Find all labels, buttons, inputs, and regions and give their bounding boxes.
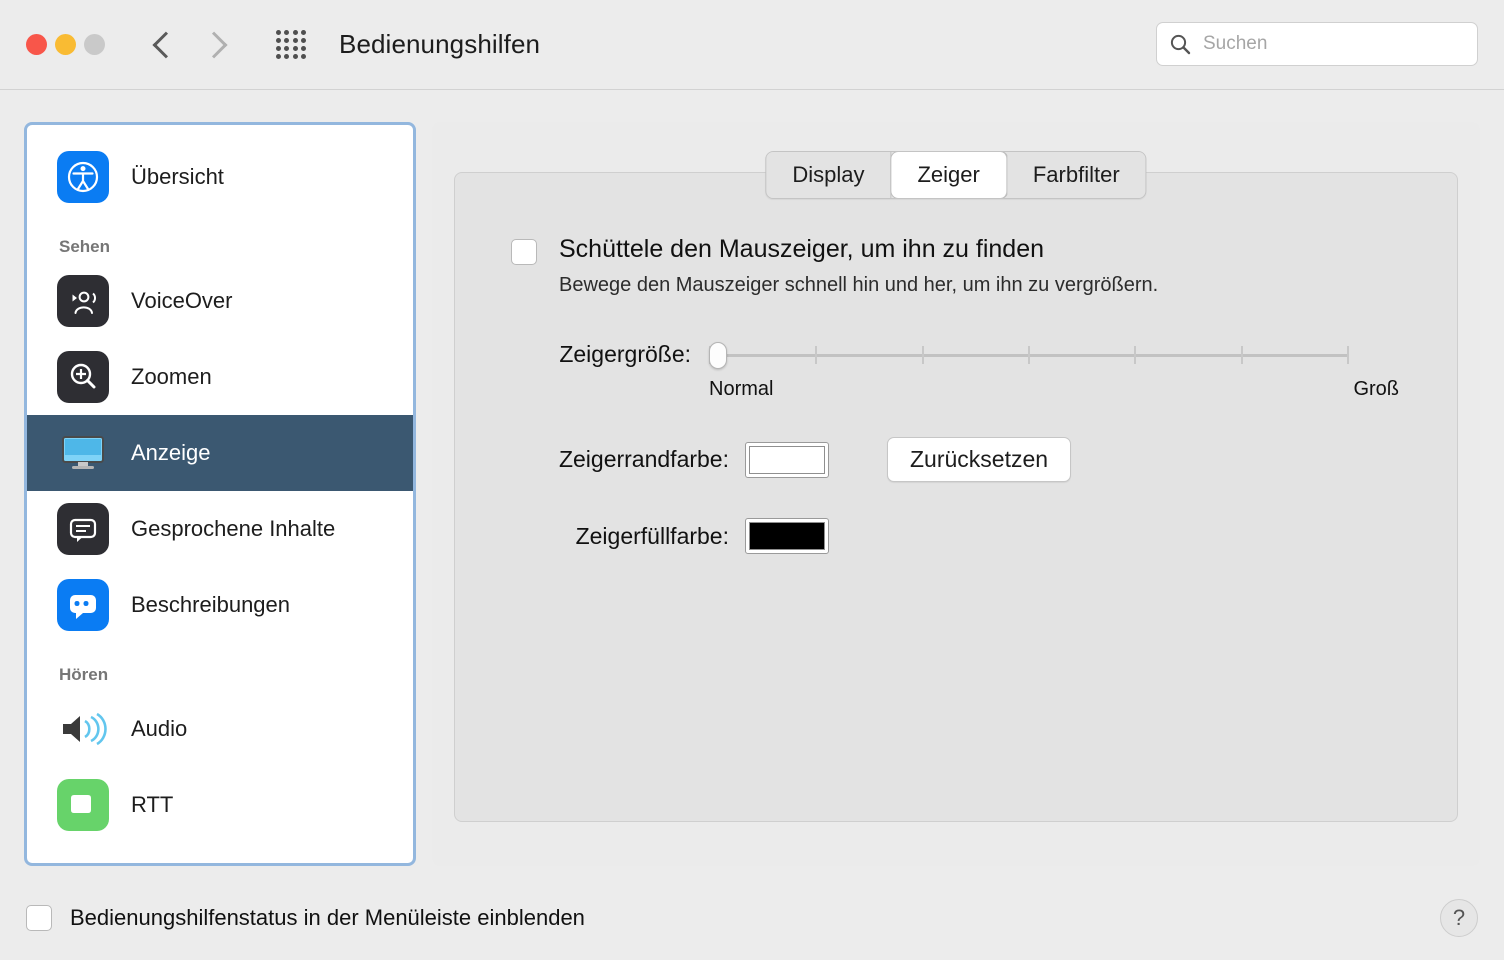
page-title: Bedienungshilfen (339, 29, 541, 59)
back-icon[interactable] (153, 28, 175, 62)
slider-min-label: Normal (709, 378, 774, 400)
descriptions-icon (57, 579, 109, 631)
sidebar-group-hoeren: Hören (59, 665, 109, 684)
sidebar-item-label: Anzeige (131, 440, 211, 465)
tab-farbfilter[interactable]: Farbfilter (1007, 152, 1146, 198)
navigation-arrows (153, 28, 227, 62)
sidebar-item-label: Beschreibungen (131, 592, 291, 617)
slider-knob[interactable] (709, 342, 727, 369)
sidebar-item-gesprochene-inhalte[interactable] (27, 491, 413, 567)
sidebar[interactable] (24, 122, 416, 866)
tab-zeiger[interactable]: Zeiger (891, 152, 1006, 198)
shake-pointer-checkbox[interactable] (511, 239, 537, 265)
pointer-size-row (511, 341, 1457, 368)
reset-button[interactable]: Zurücksetzen (887, 437, 1071, 482)
sidebar-item-label: Übersicht (131, 164, 224, 189)
sidebar-item-label: RTT (131, 792, 174, 817)
help-button[interactable]: ? (1440, 899, 1478, 937)
tab-bar[interactable] (765, 151, 1146, 199)
sidebar-item-zoomen[interactable] (27, 339, 413, 415)
slider-end-labels (709, 378, 1399, 401)
shake-pointer-description: Bewege den Mauszeiger schnell hin und her, um ihn zu vergrößern. (559, 274, 1159, 296)
close-button[interactable] (26, 34, 47, 55)
menubar-status-checkbox[interactable] (26, 905, 52, 931)
minimize-button[interactable] (55, 34, 76, 55)
menubar-status-label: Bedienungshilfenstatus in der Menüleiste einblenden (70, 905, 585, 930)
sidebar-item-voiceover[interactable] (27, 263, 413, 339)
sidebar-item-rtt[interactable] (27, 767, 413, 843)
sidebar-item-label: Audio (131, 716, 188, 741)
pointer-size-label: Zeigergröße: (559, 341, 691, 367)
tab-display[interactable]: Display (766, 152, 891, 198)
audio-icon (57, 703, 109, 755)
footer-bar (0, 876, 1504, 960)
search-icon (1169, 33, 1191, 55)
spoken-content-icon (57, 503, 109, 555)
outline-color-label: Zeigerrandfarbe: (558, 446, 729, 472)
fill-color-label: Zeigerfüllfarbe: (575, 522, 729, 549)
outline-color-swatch[interactable] (745, 442, 829, 478)
search-input[interactable] (1203, 33, 1465, 55)
sidebar-item-audio[interactable] (27, 691, 413, 767)
outline-color-row (511, 437, 1457, 482)
shake-pointer-row (511, 235, 1457, 297)
title-bar (0, 0, 1504, 90)
pointer-settings-panel (454, 162, 1458, 822)
sidebar-group-sehen: Sehen (59, 237, 111, 256)
sidebar-item-beschreibungen[interactable] (27, 567, 413, 643)
sidebar-item-anzeige[interactable] (27, 415, 413, 491)
slider-max-label: Groß (1353, 378, 1399, 400)
pointer-size-slider[interactable] (709, 342, 1349, 368)
forward-icon[interactable] (205, 28, 227, 62)
window-controls (26, 34, 105, 55)
show-all-icon[interactable] (269, 23, 313, 67)
display-icon (57, 427, 109, 479)
search-field[interactable] (1156, 22, 1478, 66)
rtt-icon (57, 779, 109, 831)
fill-color-row (511, 518, 1457, 554)
content-area (0, 90, 1504, 876)
sidebar-item-uebersicht[interactable] (27, 139, 413, 215)
main-pane (432, 122, 1480, 866)
fill-color-swatch[interactable] (745, 518, 829, 554)
zoom-icon (57, 351, 109, 403)
zoom-button[interactable] (84, 34, 105, 55)
sidebar-item-label: Gesprochene Inhalte (131, 516, 336, 541)
shake-pointer-label: Schüttele den Mauszeiger, um ihn zu finden (559, 235, 1045, 263)
sidebar-item-label: Zoomen (131, 364, 212, 389)
slider-ticks (709, 346, 1349, 364)
sidebar-item-label: VoiceOver (131, 288, 233, 313)
accessibility-icon (57, 151, 109, 203)
voiceover-icon (57, 275, 109, 327)
